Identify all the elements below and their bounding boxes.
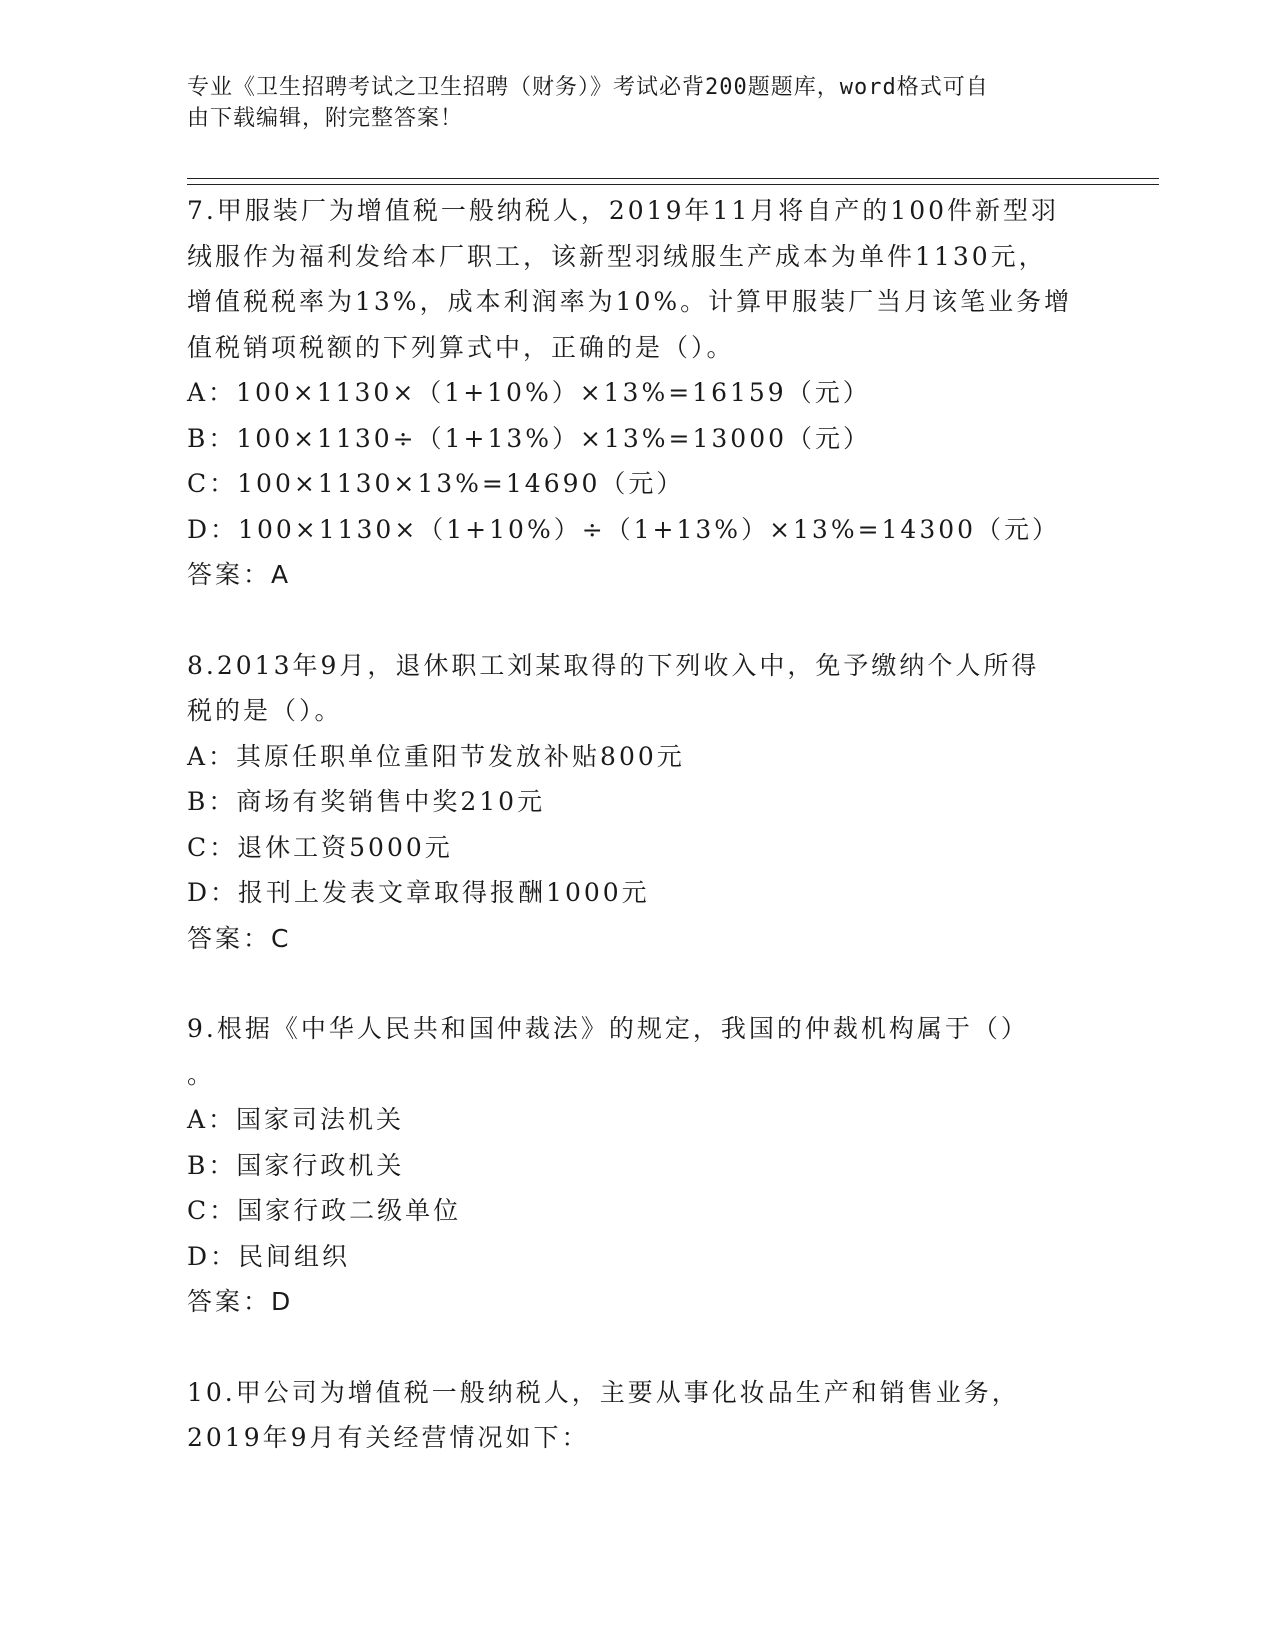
question-stem-line: 9.根据《中华人民共和国仲裁法》的规定，我国的仲裁机构属于（） (187, 1014, 1029, 1043)
question-stem-line: 8.2013年9月，退休职工刘某取得的下列收入中，免予缴纳个人所得 (187, 650, 1040, 680)
option-a: A：其原任职单位重阳节发放补贴800元 (187, 741, 685, 771)
question-7 (187, 188, 1087, 598)
option-c: C：国家行政二级单位 (187, 1196, 462, 1225)
option-b: B：国家行政机关 (187, 1150, 405, 1180)
option-b: B：100×1130÷（1+13%）×13%=13000（元） (187, 423, 872, 453)
option-d: D：报刊上发表文章取得报酬1000元 (187, 878, 650, 907)
answer-line: 答案：D (187, 1287, 294, 1316)
option-a: A：国家司法机关 (187, 1105, 405, 1134)
question-stem-line: 值税销项税额的下列算式中，正确的是（）。 (187, 332, 735, 362)
header-line-1: 专业《卫生招聘考试之卫生招聘（财务）》考试必背200题题库，word格式可自 (187, 75, 989, 100)
question-stem-line: 增值税税率为13%，成本利润率为10%。计算甲服装厂当月该笔业务增 (187, 287, 1073, 316)
option-d: D：100×1130×（1+10%）÷（1+13%）×13%=14300（元） (187, 514, 1061, 544)
option-b: B：商场有奖销售中奖210元 (187, 787, 546, 816)
question-9 (187, 1006, 1087, 1325)
question-stem-line: 2019年9月有关经营情况如下： (187, 1423, 590, 1452)
option-a: A：100×1130×（1+10%）×13%=16159（元） (187, 378, 871, 407)
question-stem-line: 绒服作为福利发给本厂职工，该新型羽绒服生产成本为单件1130元， (187, 241, 1047, 271)
header-divider-bottom (187, 184, 1159, 185)
option-c: C：退休工资5000元 (187, 832, 453, 862)
question-stem-line: 7.甲服装厂为增值税一般纳税人，2019年11月将自产的100件新型羽 (187, 196, 1060, 225)
question-8 (187, 643, 1087, 962)
question-list (187, 188, 1087, 1506)
option-c: C：100×1130×13%=14690（元） (187, 469, 685, 498)
question-stem-line: 税的是（）。 (187, 696, 343, 725)
question-stem-line: 。 (187, 1059, 216, 1089)
option-d: D：民间组织 (187, 1241, 351, 1271)
header-line-2: 由下载编辑，附完整答案！ (187, 106, 464, 131)
header-divider-top (187, 178, 1159, 179)
answer-line: 答案：A (187, 560, 292, 589)
question-stem-line: 10.甲公司为增值税一般纳税人，主要从事化妆品生产和销售业务， (187, 1377, 1020, 1407)
question-10 (187, 1370, 1087, 1461)
answer-line: 答案：C (187, 923, 292, 953)
document-header (187, 72, 1067, 134)
